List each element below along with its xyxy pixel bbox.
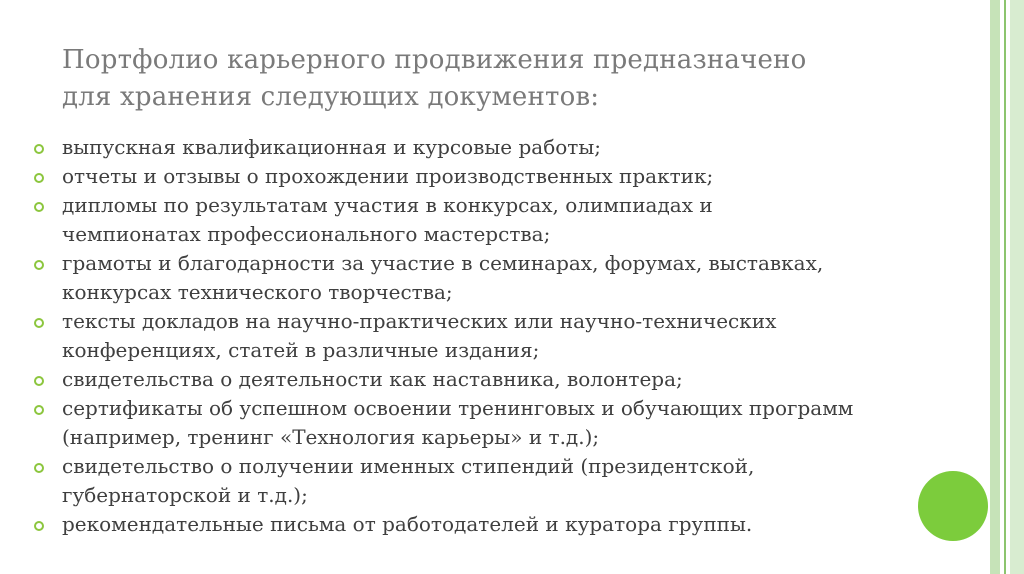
bullet-item bbox=[34, 162, 964, 191]
bullet-text-continuation: (например, тренинг «Технология карьеры» и т.д.); bbox=[62, 425, 600, 449]
green-circle-decoration bbox=[918, 471, 988, 541]
bullet-item bbox=[34, 307, 964, 365]
bullet-text-continuation: конференциях, статей в различные издания; bbox=[62, 338, 540, 362]
slide-title bbox=[62, 42, 962, 116]
bullet-text: свидетельство о получении именных стипендий (президентской, bbox=[62, 454, 755, 478]
slide-title-line-1: Портфолио карьерного продвижения предназначено bbox=[62, 45, 807, 75]
bullet-text: дипломы по результатам участия в конкурсах, олимпиадах и bbox=[62, 193, 713, 217]
bullet-item bbox=[34, 133, 964, 162]
bullet-text: отчеты и отзывы о прохождении производственных практик; bbox=[62, 164, 714, 188]
bullet-text: выпускная квалификационная и курсовые работы; bbox=[62, 135, 602, 159]
hollow-circle-bullet-icon bbox=[34, 260, 44, 270]
side-decoration-band-right bbox=[1010, 0, 1024, 574]
bullet-text: рекомендательные письма от работодателей и куратора группы. bbox=[62, 512, 753, 536]
hollow-circle-bullet-icon bbox=[34, 202, 44, 212]
bullet-text: тексты докладов на научно-практических или научно-технических bbox=[62, 309, 777, 333]
side-decoration-line bbox=[1004, 0, 1006, 574]
slide-title-line-2: для хранения следующих документов: bbox=[62, 82, 600, 112]
bullet-list bbox=[34, 133, 964, 539]
side-decoration-band bbox=[990, 0, 1000, 574]
hollow-circle-bullet-icon bbox=[34, 318, 44, 328]
hollow-circle-bullet-icon bbox=[34, 144, 44, 154]
bullet-text-continuation: конкурсах технического творчества; bbox=[62, 280, 453, 304]
bullet-item bbox=[34, 452, 964, 510]
bullet-item bbox=[34, 510, 964, 539]
hollow-circle-bullet-icon bbox=[34, 463, 44, 473]
bullet-text: сертификаты об успешном освоении тренинговых и обучающих программ bbox=[62, 396, 854, 420]
hollow-circle-bullet-icon bbox=[34, 376, 44, 386]
bullet-text: грамоты и благодарности за участие в семинарах, форумах, выставках, bbox=[62, 251, 824, 275]
hollow-circle-bullet-icon bbox=[34, 405, 44, 415]
bullet-item bbox=[34, 191, 964, 249]
bullet-text-continuation: чемпионатах профессионального мастерства; bbox=[62, 222, 551, 246]
hollow-circle-bullet-icon bbox=[34, 521, 44, 531]
bullet-text-continuation: губернаторской и т.д.); bbox=[62, 483, 308, 507]
bullet-item bbox=[34, 365, 964, 394]
bullet-item bbox=[34, 394, 964, 452]
bullet-text: свидетельства о деятельности как наставника, волонтера; bbox=[62, 367, 683, 391]
hollow-circle-bullet-icon bbox=[34, 173, 44, 183]
bullet-item bbox=[34, 249, 964, 307]
